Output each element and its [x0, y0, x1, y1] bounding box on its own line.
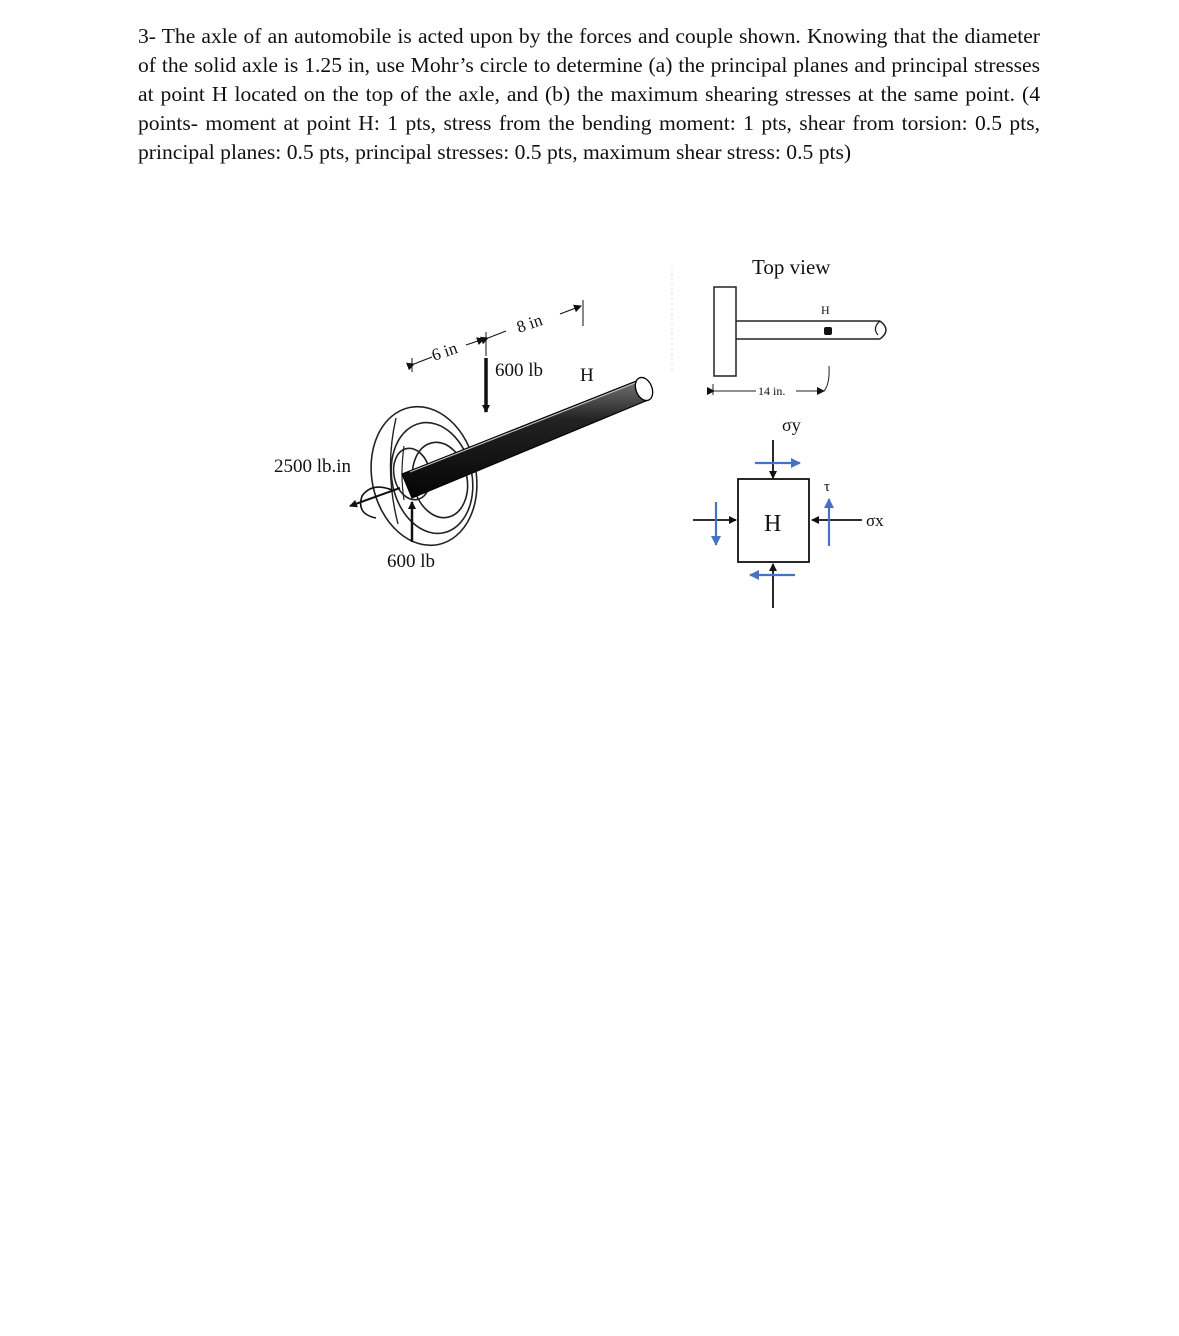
stress-element-h-label: H: [764, 511, 782, 537]
axle-shaft: [402, 378, 651, 498]
top-view-point-h-label: H: [821, 303, 830, 317]
axle-figure: [274, 268, 672, 572]
top-view-point-h-marker: [824, 327, 832, 335]
dim-8-in-label: 8 in: [514, 310, 545, 337]
sigma-y-label: σy: [782, 415, 801, 435]
problem-statement: 3- The axle of an automobile is acted upon by the forces and couple shown. Knowing that the diameter of the solid axle is 1.25 in, use Mohr’s circle to determine (a) the principal planes and principal stresses at point H located on the top of the axle, and (b) the maximum shearing stresses at the same point. (4 points- moment at point H: 1 pts, stress from the bending moment: 1 pts, shear from torsion: 0.5 pts, principal planes: 0.5 pts, principal stresses: 0.5 pts, maximum shear stress: 0.5 pts): [138, 24, 1040, 164]
force-600-bottom-label: 600 lb: [387, 551, 436, 572]
top-view-figure: [713, 255, 886, 398]
force-600-top-label: 600 lb: [495, 360, 544, 381]
top-view-title: Top view: [752, 255, 831, 279]
couple-label: 2500 lb.in: [274, 456, 352, 477]
tau-label: τ: [824, 479, 831, 495]
dim-6-in-label: 6 in: [429, 338, 460, 365]
sigma-x-label: σx: [866, 511, 884, 530]
top-view-dim-label: 14 in.: [758, 384, 786, 398]
axle-point-h-label: H: [580, 365, 594, 386]
stress-element: [693, 415, 884, 608]
top-view-wheel: [714, 287, 736, 376]
